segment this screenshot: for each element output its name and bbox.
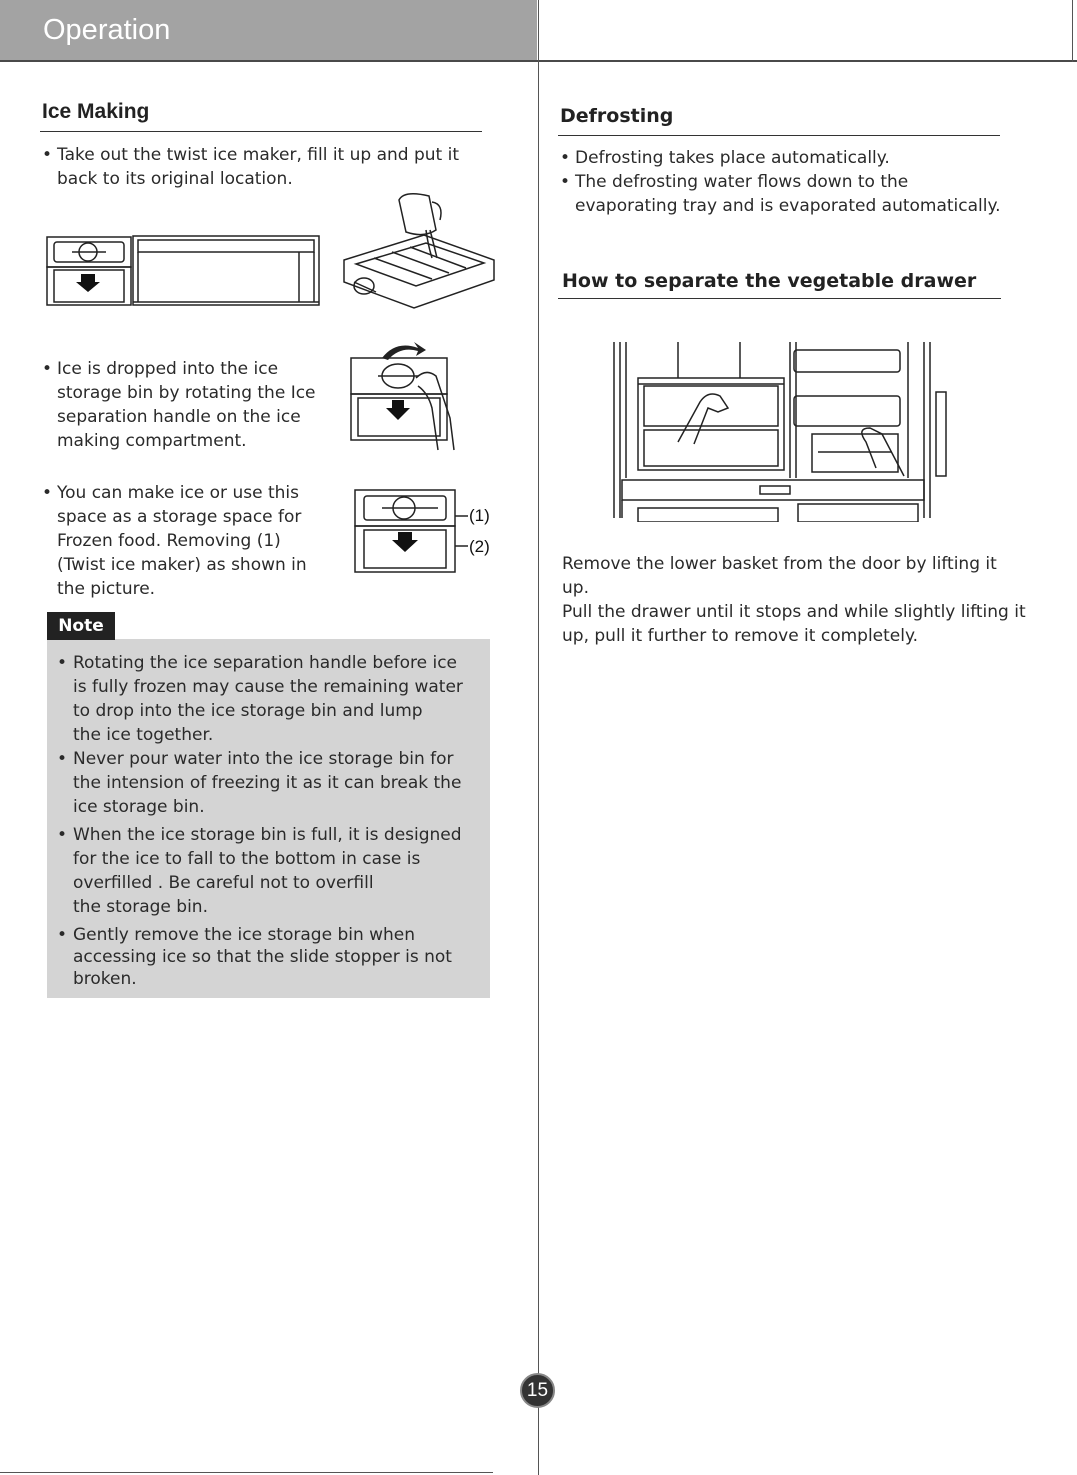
bullet-dot: •	[57, 925, 68, 945]
ice-bullet-1-text: Take out the twist ice maker, fill it up and put it back to its original location.	[57, 145, 459, 189]
note-item-2-text: Never pour water into the ice storage bin for the intension of freezing it as it can break the ice storage bin.	[73, 749, 462, 817]
ice-maker-fill-illustration	[44, 190, 499, 315]
column-divider	[538, 0, 539, 1475]
bullet-dot: •	[42, 483, 53, 503]
ice-bullet-3-text: You can make ice or use this space as a storage space for Frozen food. Removing (1) (Twist ice maker) as shown in the picture.	[57, 483, 307, 599]
vegetable-drawer-illustration	[608, 338, 953, 522]
page-number-badge: 15	[520, 1373, 555, 1408]
drawer-paragraph-2: Pull the drawer until it stops and while slightly lifting it up, pull it further to remove it completely.	[562, 602, 1026, 646]
defrosting-rule	[558, 135, 1000, 136]
bullet-dot: •	[560, 148, 571, 168]
ice-making-heading: Ice Making	[42, 100, 150, 123]
vegetable-drawer-heading: How to separate the vegetable drawer	[562, 270, 977, 292]
note-label: Note	[47, 612, 115, 640]
defrost-item-2-text: The defrosting water flows down to the evaporating tray and is evaporated automatically.	[575, 172, 1001, 216]
ice-maker-parts-illustration	[352, 486, 472, 576]
bullet-dot: •	[560, 172, 571, 192]
note-item-4-text: Gently remove the ice storage bin when accessing ice so that the slide stopper is not broken.	[73, 925, 452, 989]
bullet-dot: •	[57, 749, 68, 769]
page-section-title: Operation	[43, 14, 171, 46]
defrost-item-1-text: Defrosting takes place automatically.	[575, 148, 890, 168]
footer-rule	[0, 1472, 493, 1473]
vegetable-drawer-rule	[558, 298, 1001, 299]
bullet-dot: •	[57, 653, 68, 673]
ice-making-rule	[40, 131, 482, 132]
defrosting-heading: Defrosting	[560, 105, 674, 127]
bullet-dot: •	[57, 825, 68, 845]
bullet-dot: •	[42, 359, 53, 379]
callout-1: (1)	[469, 506, 490, 525]
ice-bullet-2-text: Ice is dropped into the ice storage bin by rotating the Ice separation handle on the ice making compartment.	[57, 359, 316, 451]
note-item-1-text: Rotating the ice separation handle before ice is fully frozen may cause the remaining water to drop into the ice storage bin and lump the ice together.	[73, 653, 463, 745]
bullet-dot: •	[42, 145, 53, 165]
top-right-edge	[1072, 0, 1073, 62]
callout-2: (2)	[469, 537, 490, 556]
note-item-3-text: When the ice storage bin is full, it is designed for the ice to fall to the bottom in case is overfilled . Be careful not to overfill the storage bin.	[73, 825, 462, 917]
rotate-handle-illustration	[346, 338, 456, 456]
drawer-paragraph-1: Remove the lower basket from the door by lifting it up.	[562, 554, 997, 598]
